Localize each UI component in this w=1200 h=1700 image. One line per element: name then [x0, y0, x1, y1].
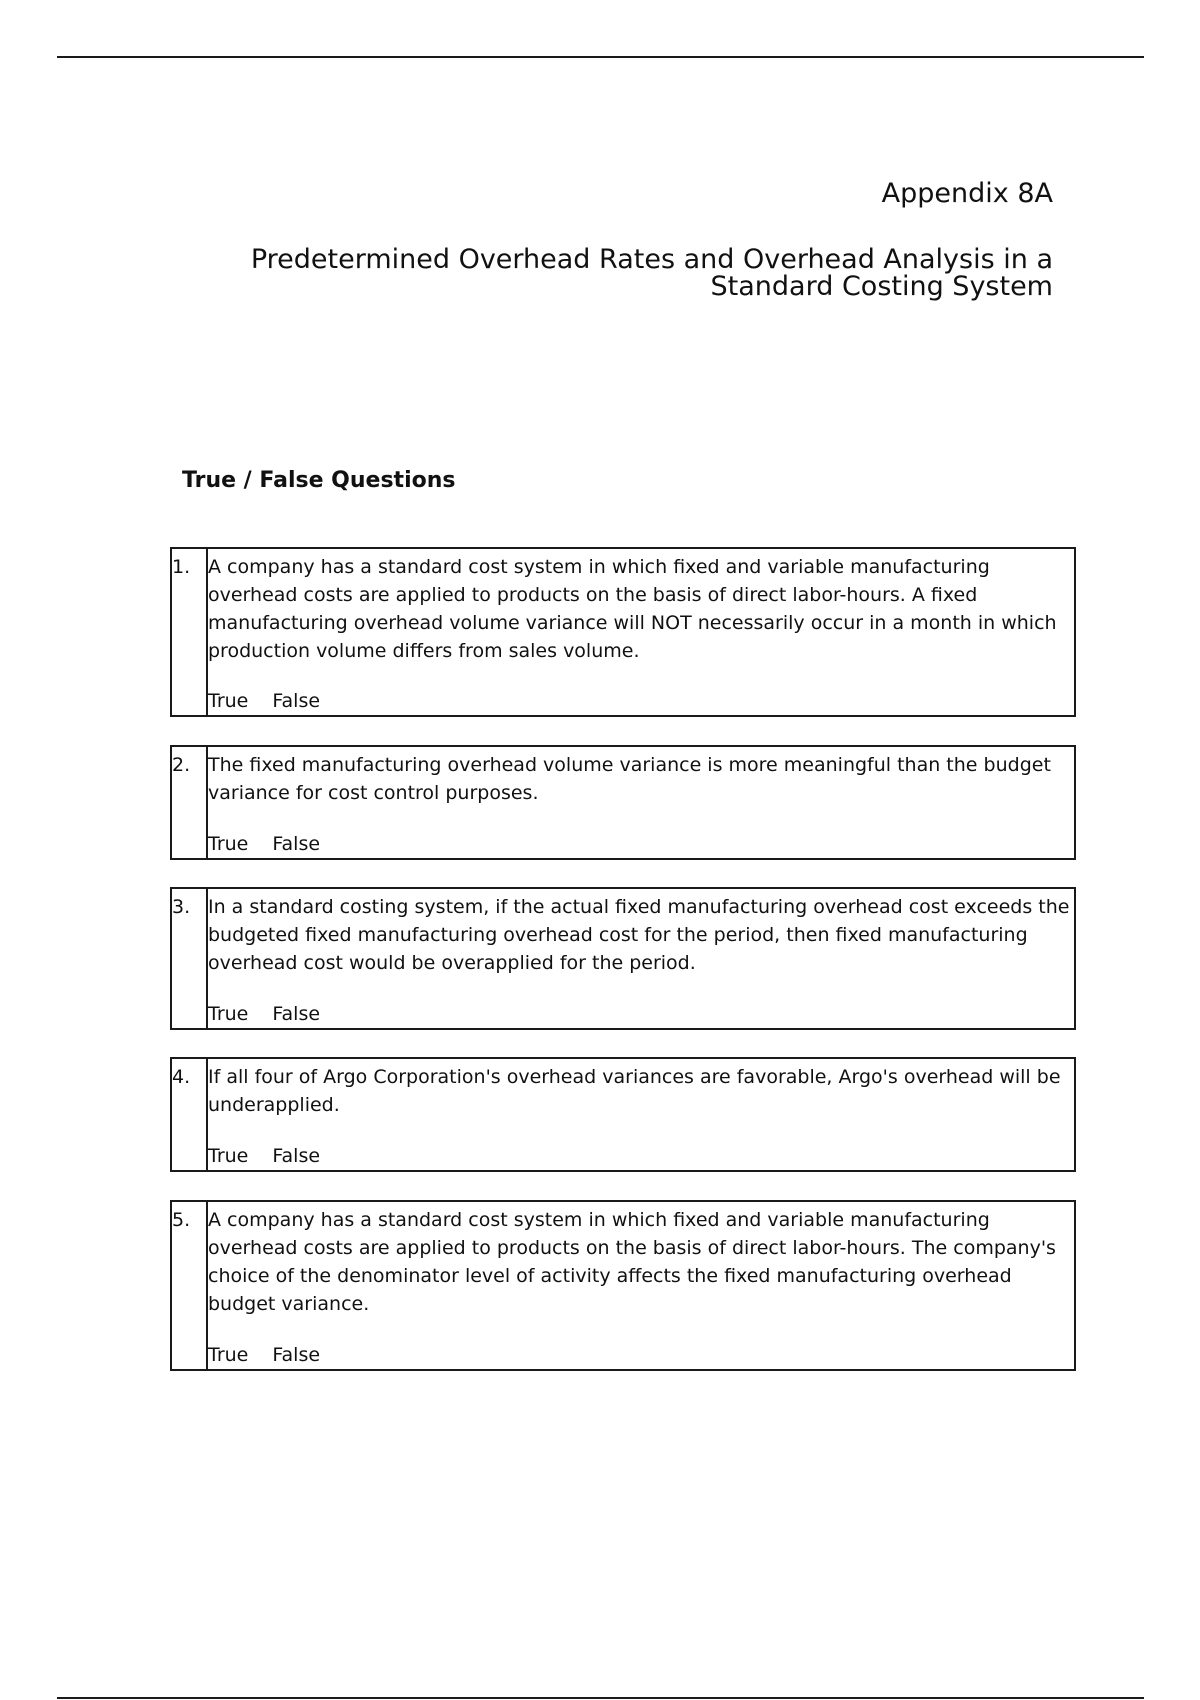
answer-choices — [208, 830, 344, 858]
answer-choices — [208, 1142, 344, 1170]
question-number-column — [172, 1202, 208, 1369]
true-option[interactable]: True — [208, 1344, 249, 1366]
answer-choices — [208, 1000, 344, 1028]
question-2 — [170, 745, 1076, 860]
question-number-column — [172, 889, 208, 1028]
answer-choices — [208, 1341, 344, 1369]
appendix-label: Appendix 8A — [881, 178, 1053, 209]
question-text: A company has a standard cost system in which fixed and variable manufacturing overhead costs are applied to products on the basis of direct labor-hours. A fixed manufacturing overhead volume variance will NOT necessarily occur in a month in which production volume differs from sales volume. — [208, 556, 1057, 662]
question-number: 3. — [172, 896, 191, 918]
true-option[interactable]: True — [208, 1145, 249, 1167]
question-number-column — [172, 549, 208, 715]
question-3 — [170, 887, 1076, 1030]
false-option[interactable]: False — [272, 1003, 321, 1025]
question-number: 4. — [172, 1066, 191, 1088]
false-option[interactable]: False — [272, 1344, 321, 1366]
question-5 — [170, 1200, 1076, 1371]
true-option[interactable]: True — [208, 1003, 249, 1025]
answer-choices — [208, 687, 344, 715]
question-number: 2. — [172, 754, 191, 776]
question-text: A company has a standard cost system in which fixed and variable manufacturing overhead costs are applied to products on the basis of direct labor-hours. The company's choice of the denominator level of activity affects the fixed manufacturing overhead budget variance. — [208, 1209, 1056, 1315]
question-text: If all four of Argo Corporation's overhead variances are favorable, Argo's overhead will be underapplied. — [208, 1066, 1061, 1116]
question-text: In a standard costing system, if the actual fixed manufacturing overhead cost exceeds the budgeted fixed manufacturing overhead cost for the period, then fixed manufacturing overhead cost would be overapplied for the period. — [208, 896, 1070, 974]
question-1 — [170, 547, 1076, 717]
question-text: The fixed manufacturing overhead volume variance is more meaningful than the budget variance for cost control purposes. — [208, 754, 1051, 804]
chapter-title: Predetermined Overhead Rates and Overhead Analysis in a Standard Costing System — [250, 244, 1053, 302]
question-4 — [170, 1057, 1076, 1172]
section-heading: True / False Questions — [182, 468, 456, 493]
top-rule — [57, 56, 1144, 58]
question-number-column — [172, 1059, 208, 1170]
true-option[interactable]: True — [208, 690, 249, 712]
question-number: 1. — [172, 556, 191, 578]
question-number: 5. — [172, 1209, 191, 1231]
false-option[interactable]: False — [272, 690, 321, 712]
bottom-rule — [57, 1697, 1144, 1699]
true-option[interactable]: True — [208, 833, 249, 855]
false-option[interactable]: False — [272, 833, 321, 855]
false-option[interactable]: False — [272, 1145, 321, 1167]
question-number-column — [172, 747, 208, 858]
